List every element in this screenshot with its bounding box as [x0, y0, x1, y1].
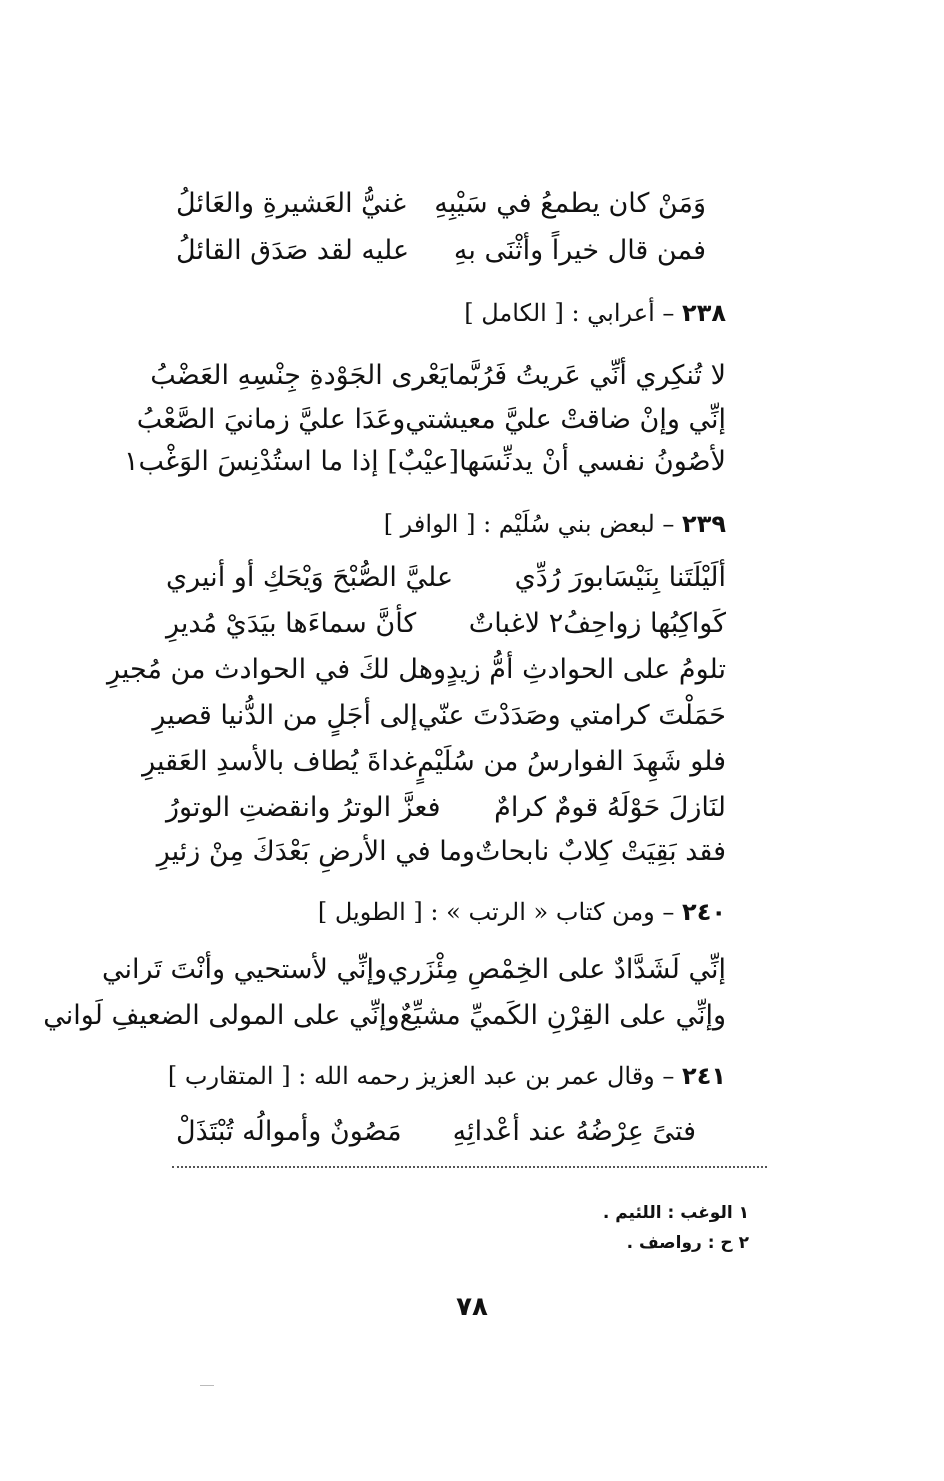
verse-hemistich-first: لنَازلَ حَوْلَهُ قومٌ كرامٌ	[494, 792, 726, 823]
verse-hemistich-second: وإنِّي لأستحيي وأنْتَ تَراني	[102, 954, 388, 985]
verse-hemistich-second: إلى أجَلٍ من الدُّنيا قصيرِ	[152, 700, 418, 731]
verse-line	[176, 1112, 696, 1152]
verse-hemistich-second: كأنَّ سماءَها بيَدَيْ مُديرِ	[166, 608, 417, 639]
verse-hemistich-first: فقد بَقِيَتْ كِلابٌ نابحاتٌ	[474, 836, 726, 867]
heading-text: وقال عمر بن عبد العزيز رحمه الله : [ المتقارب ]	[167, 1062, 655, 1090]
verse-line	[142, 742, 726, 782]
verse-hemistich-second: غداةَ يُطاف بالأسدِ العَقيرِ	[142, 746, 418, 777]
verse-line	[150, 356, 726, 396]
verse-hemistich-first: لا تُنكِري أنِّي عَريتُ فَرُبَّما	[447, 360, 726, 391]
verse-hemistich-first: فلو شَهِدَ الفوارسُ من سُلَيْمٍ	[417, 746, 726, 777]
section-heading	[464, 296, 726, 330]
heading-dash: –	[662, 898, 675, 926]
verse-hemistich-first: كَواكِبُها زواحِفُ٢ لاغباتٌ	[468, 608, 726, 639]
verse-hemistich-second: وعَدَا عليَّ زمانيَ الصَّعْبُ	[136, 404, 406, 435]
verse-hemistich-second: [عيْبٌ] إذا ما استُدْنِسَ الوَغْب١	[124, 446, 460, 477]
section-number: ٢٣٨	[682, 299, 726, 327]
verse-line	[176, 231, 706, 271]
verse-hemistich-second: مَصُونٌ وأموالُه تُبْتَذَلْ	[176, 1116, 402, 1147]
verse-line	[124, 442, 726, 482]
verse-hemistich-first: إنِّي لَشَدَّادٌ على الخِمْصِ مِئْزَري	[387, 954, 726, 985]
verse-hemistich-second: غنيُّ العَشيرةِ والعَائلُ	[176, 188, 406, 219]
verse-line	[102, 950, 726, 990]
verse-line	[176, 184, 706, 224]
verse-hemistich-first: حَمَلْتَ كرامتي وصَدَدْتَ عنّي	[417, 700, 726, 731]
section-heading	[318, 895, 726, 929]
section-number: ٢٣٩	[682, 510, 726, 538]
section-heading	[168, 1059, 726, 1093]
verse-line	[136, 400, 726, 440]
verse-line	[43, 996, 726, 1036]
verse-hemistich-first: وإنِّي على القِرْنِ الكَميِّ مشيِّعٌ	[399, 1000, 726, 1031]
heading-dash: –	[662, 1062, 675, 1090]
verse-hemistich-second: وما في الأرضِ بَعْدَكَ مِنْ زئيرِ	[156, 836, 475, 867]
verse-hemistich-first: ألَيْلَتَنا بِنَيْسَابورَ رُدِّي	[514, 562, 726, 593]
verse-hemistich-first: وَمَنْ كان يطمعُ في سَيْبِهِ	[434, 188, 706, 219]
verse-hemistich-second: عليَّ الصُّبْحَ وَيْحَكِ أو أنيري	[166, 562, 454, 593]
heading-text: لبعض بني سُلَيْم : [ الوافر ]	[383, 510, 655, 538]
footnote-number: ١	[738, 1203, 749, 1223]
verse-hemistich-first: تلومُ على الحوادثِ أمُّ زيدٍ	[446, 654, 726, 685]
footnote-number: ٢	[738, 1233, 749, 1253]
verse-hemistich-second: وهل لكَ في الحوادث من مُجيرِ	[106, 654, 446, 685]
verse-line	[166, 604, 726, 644]
footnote	[603, 1200, 749, 1226]
verse-line	[156, 832, 726, 872]
verse-line	[166, 788, 726, 828]
heading-text: ومن كتاب « الرتب » : [ الطويل ]	[317, 898, 655, 926]
verse-hemistich-second: وإنِّي على المولى الضعيفِ لَواني	[43, 1000, 400, 1031]
verse-hemistich-first: فتىً عِرْضُهُ عند أعْدائِهِ	[452, 1116, 696, 1147]
heading-text: أعرابي : [ الكامل ]	[464, 299, 655, 327]
footnote-text: الوغب : اللئيم .	[602, 1203, 733, 1223]
footnote-separator	[172, 1166, 767, 1168]
verse-line	[152, 696, 726, 736]
verse-hemistich-first: فمن قال خيراً وأثْنَى بهِ	[453, 235, 706, 266]
verse-hemistich-second: فعزَّ الوترُ وانقضتِ الوتورُ	[166, 792, 441, 823]
verse-hemistich-first: لأصُونُ نفسي أنْ يدنِّسَها	[459, 446, 726, 477]
heading-dash: –	[662, 299, 675, 327]
verse-hemistich-second: عليه لقد صَدَق القائلُ	[176, 235, 410, 266]
footnote-text: ح : رواصف .	[626, 1233, 733, 1253]
verse-hemistich-first: إنِّي وإنْ ضاقتْ عليَّ معيشتي	[405, 404, 726, 435]
verse-line	[106, 650, 726, 690]
section-heading	[384, 507, 726, 541]
heading-dash: –	[662, 510, 675, 538]
section-number: ٢٤١	[682, 1062, 726, 1090]
scan-mark	[200, 1385, 214, 1386]
section-number: ٢٤٠	[682, 898, 726, 926]
verse-line	[166, 558, 726, 598]
footnote	[627, 1230, 749, 1256]
verse-hemistich-second: يَعْرى الجَوْدةِ جِنْسِهِ العَضْبُ	[150, 360, 448, 391]
page-number: ٧٨	[456, 1292, 488, 1322]
